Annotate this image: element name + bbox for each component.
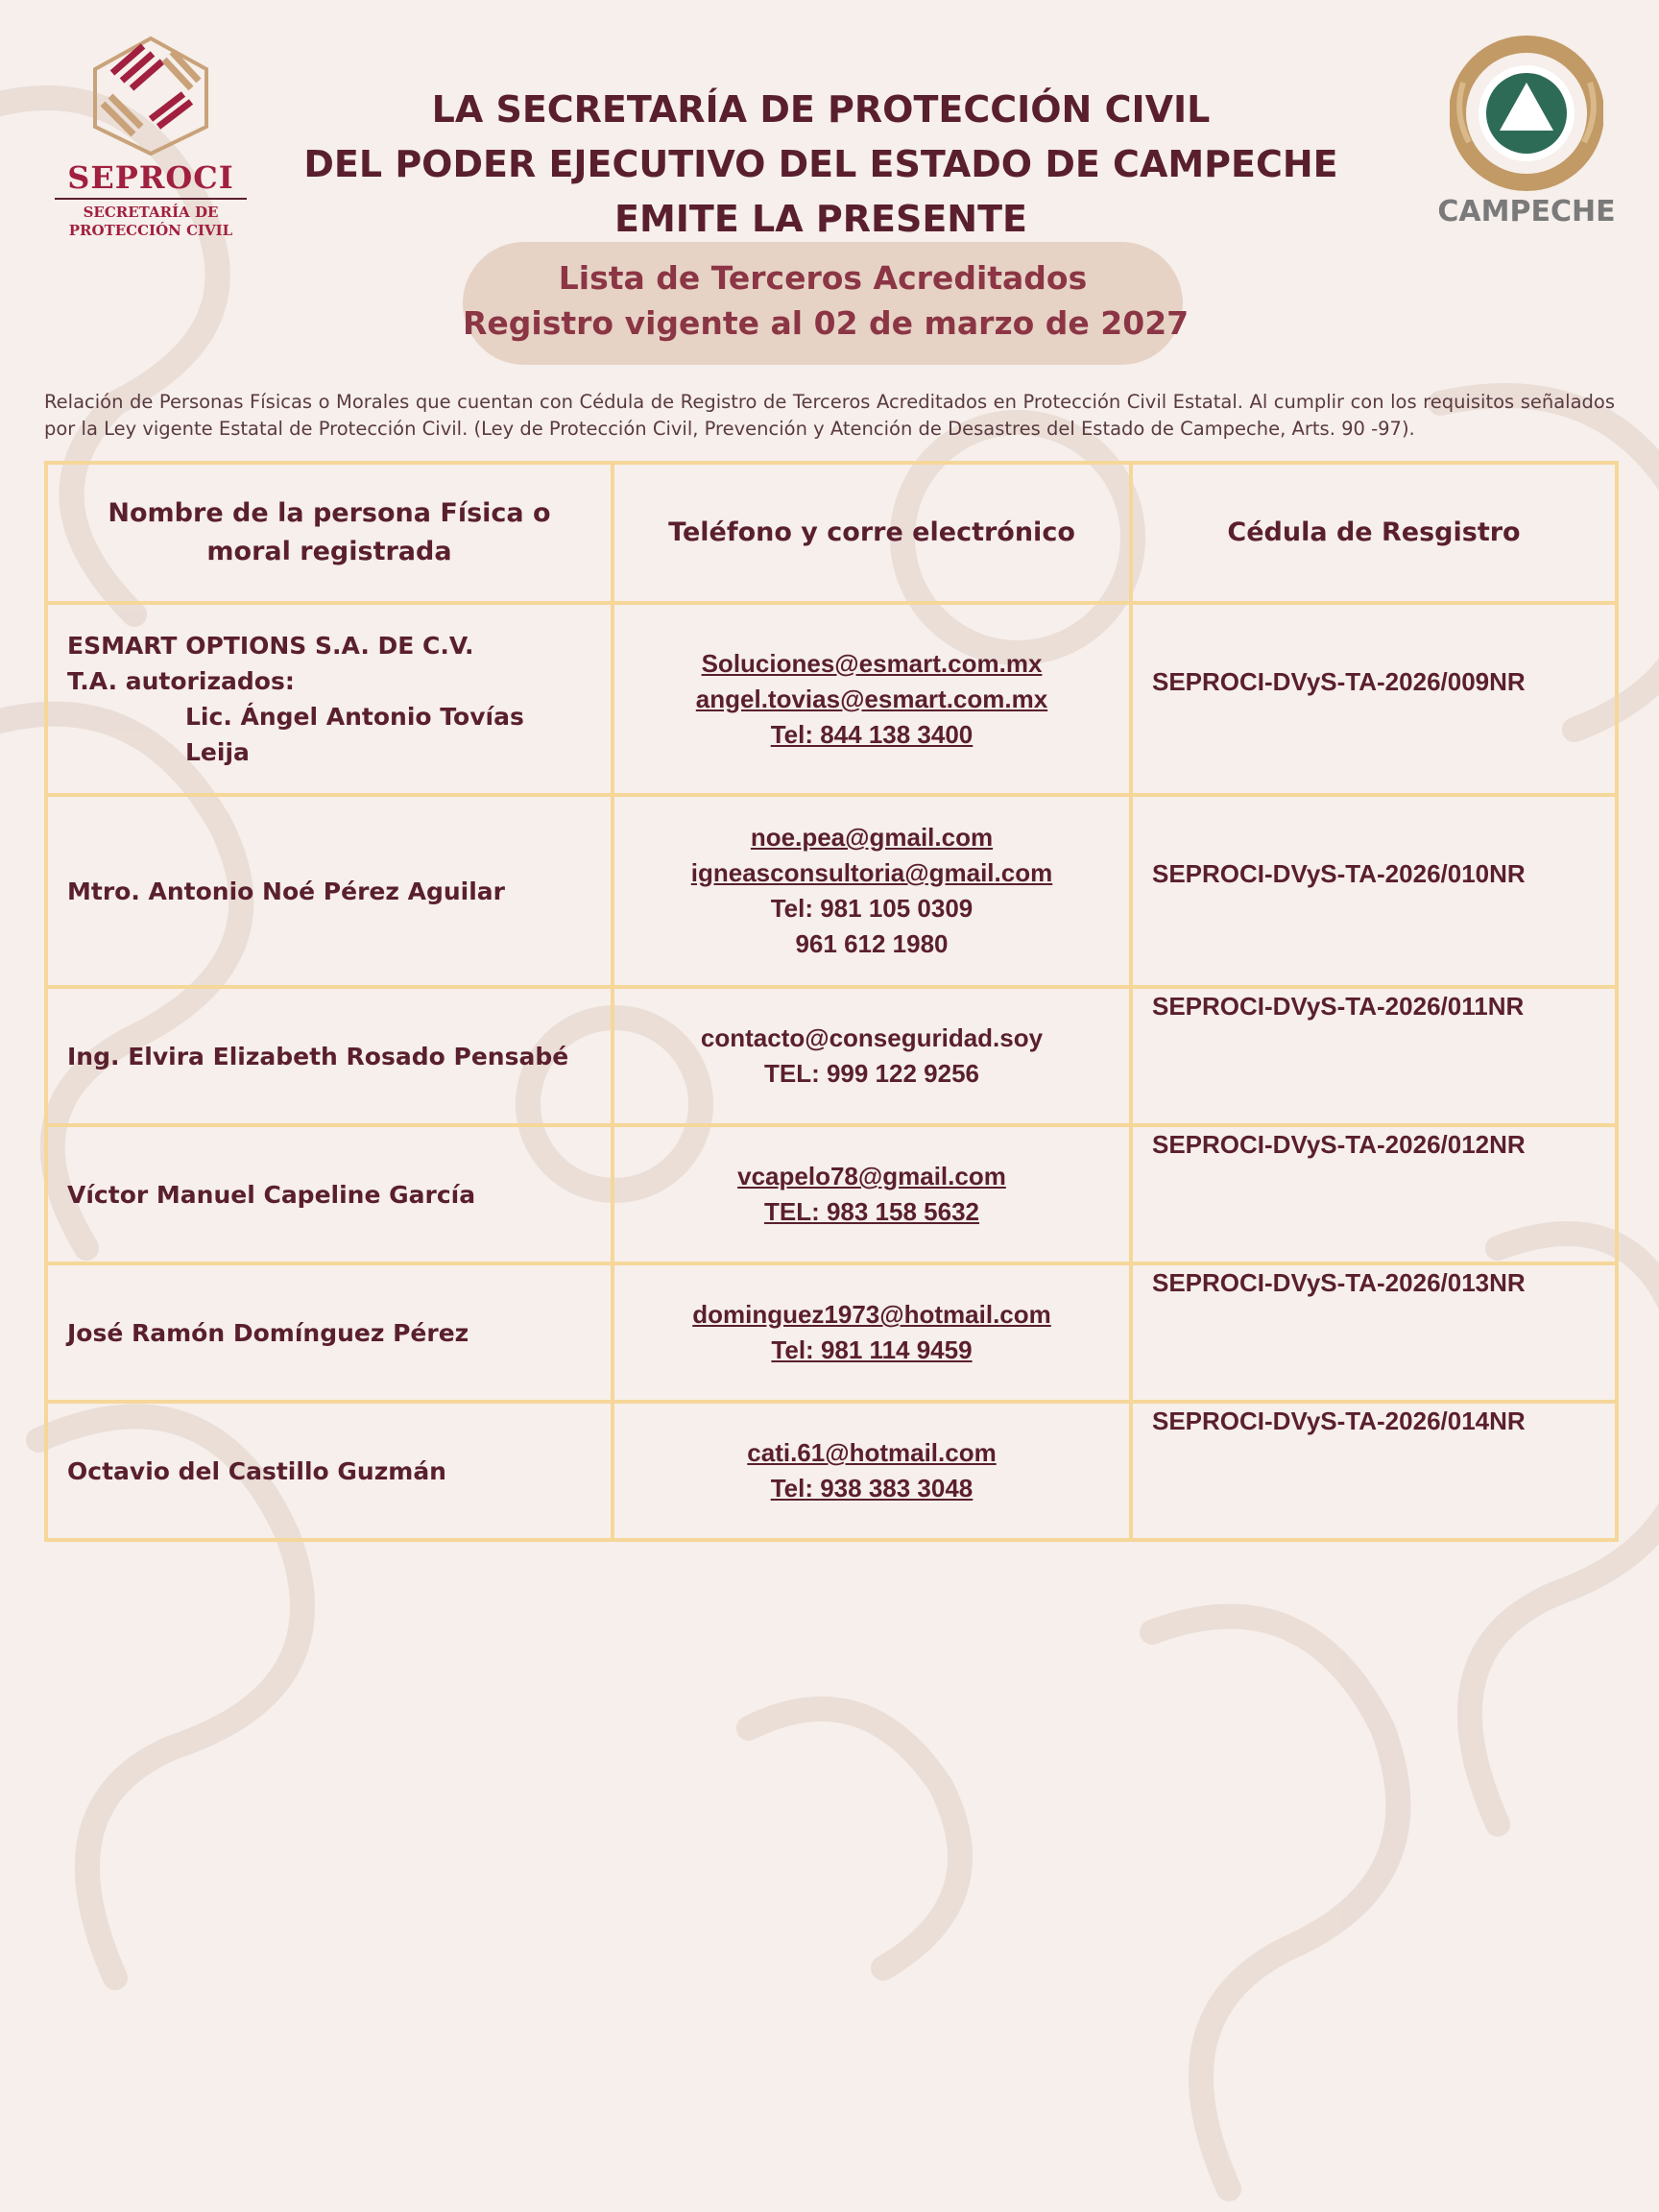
row-cedula-cell: SEPROCI-DVyS-TA-2026/013NR: [1131, 1263, 1617, 1402]
row-name-cell: [46, 1402, 613, 1540]
seproci-subtitle-1: SECRETARÍA DE: [83, 204, 219, 221]
row-name-cell: [46, 1125, 613, 1263]
seproci-subtitle-2: PROTECCIÓN CIVIL: [68, 222, 233, 239]
table-row: [46, 603, 1617, 795]
phone-text: Tel: 981 105 0309: [770, 894, 974, 923]
seproci-brand: SEPROCI: [67, 159, 234, 196]
email-link[interactable]: noe.pea@gmail.com: [750, 823, 994, 852]
row-contact-cell: [613, 1402, 1131, 1540]
row-contact-cell: [613, 987, 1131, 1125]
name-line: Lic. Ángel Antonio Tovías Leija: [185, 703, 524, 766]
registry-table: [44, 461, 1619, 1542]
email-link[interactable]: angel.tovias@esmart.com.mx: [695, 684, 1048, 713]
seproci-logo: [50, 35, 252, 255]
name-line: Ing. Elvira Elizabeth Rosado Pensabé: [67, 1042, 569, 1070]
phone-link[interactable]: Tel: 981 114 9459: [771, 1335, 973, 1364]
email-link[interactable]: vcapelo78@gmail.com: [737, 1162, 1006, 1190]
row-name-cell: [46, 1263, 613, 1402]
row-name-cell: [46, 987, 613, 1125]
email-link[interactable]: dominguez1973@hotmail.com: [692, 1300, 1051, 1329]
row-contact-cell: [613, 1125, 1131, 1263]
table-header-row: [46, 463, 1617, 603]
name-line: ESMART OPTIONS S.A. DE C.V.: [67, 632, 474, 660]
list-title-pill: [463, 242, 1190, 365]
header-contact: Teléfono y corre electrónico: [613, 463, 1131, 603]
seproci-rule: [55, 198, 247, 200]
email-link[interactable]: igneasconsultoria@gmail.com: [690, 858, 1053, 887]
row-contact-cell: [613, 1263, 1131, 1402]
email-link[interactable]: Soluciones@esmart.com.mx: [701, 648, 1043, 678]
row-cedula-cell: SEPROCI-DVyS-TA-2026/012NR: [1131, 1125, 1617, 1263]
phone-text: 961 612 1980: [795, 929, 949, 958]
header-name: Nombre de la persona Física o moral registrada: [46, 463, 613, 603]
table-row: [46, 1263, 1617, 1402]
header-cedula: Cédula de Resgistro: [1131, 463, 1617, 603]
name-line: Mtro. Antonio Noé Pérez Aguilar: [67, 877, 506, 905]
email-text: contacto@conseguridad.soy: [700, 1023, 1044, 1052]
row-cedula-cell: SEPROCI-DVyS-TA-2026/011NR: [1131, 987, 1617, 1125]
pill-line-1: Lista de Terceros Acreditados: [558, 259, 1088, 297]
campeche-brand: CAMPECHE: [1437, 195, 1616, 228]
campeche-logo: [1431, 35, 1623, 241]
intro-paragraph: Relación de Personas Físicas o Morales que cuentan con Cédula de Registro de Terceros Acreditados en Protección Civil Estatal. Al cumplir con los requisitos señalados por la Ley vigente Estatal de Protección Civil. (Ley de Protección Civil, Prevención y Atención de Desastres del Estado de Campeche, Arts. 90 -97).: [44, 391, 1615, 440]
campeche-emblem-icon: [1450, 35, 1603, 193]
row-cedula-cell: SEPROCI-DVyS-TA-2026/009NR: [1131, 603, 1617, 795]
name-line: T.A. autorizados:: [67, 667, 295, 695]
pill-line-2: Registro vigente al 02 de marzo de 2027: [463, 304, 1190, 342]
table-row: [46, 1125, 1617, 1263]
name-line: José Ramón Domínguez Pérez: [67, 1318, 469, 1347]
phone-link[interactable]: Tel: 844 138 3400: [770, 719, 974, 749]
phone-link[interactable]: TEL: 983 158 5632: [763, 1197, 980, 1226]
title-line-3: EMITE LA PRESENTE: [614, 198, 1027, 240]
row-name-cell: [46, 795, 613, 987]
name-line: Octavio del Castillo Guzmán: [67, 1456, 446, 1485]
title-line-2: DEL PODER EJECUTIVO DEL ESTADO DE CAMPECHE: [303, 143, 1338, 185]
row-name-cell: [46, 603, 613, 795]
phone-link[interactable]: Tel: 938 383 3048: [770, 1474, 974, 1503]
row-cedula-cell: SEPROCI-DVyS-TA-2026/014NR: [1131, 1402, 1617, 1540]
document-title: [288, 83, 1354, 247]
phone-text: TEL: 999 122 9256: [763, 1059, 980, 1088]
hexagon-stripes-icon: [84, 35, 218, 157]
row-contact-cell: [613, 603, 1131, 795]
table-row: [46, 1402, 1617, 1540]
table-row: [46, 795, 1617, 987]
title-line-1: LA SECRETARÍA DE PROTECCIÓN CIVIL: [431, 88, 1211, 131]
email-link[interactable]: cati.61@hotmail.com: [747, 1438, 997, 1467]
row-cedula-cell: SEPROCI-DVyS-TA-2026/010NR: [1131, 795, 1617, 987]
table-row: [46, 987, 1617, 1125]
row-contact-cell: [613, 795, 1131, 987]
name-line: Víctor Manuel Capeline García: [67, 1180, 476, 1209]
